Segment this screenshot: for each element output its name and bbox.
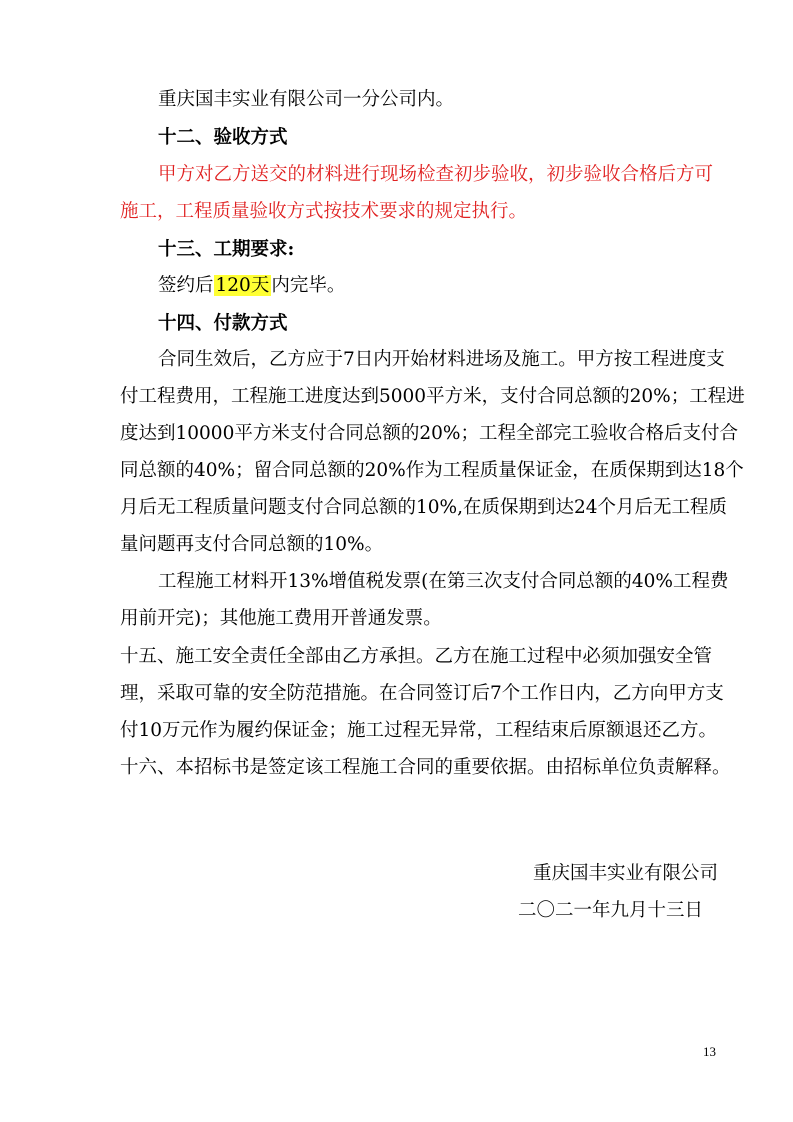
paragraph-safety-line-1: 十五、施工安全责任全部由乙方承担。乙方在施工过程中必须加强安全管 xyxy=(120,646,713,667)
paragraph-interpretation: 十六、本招标书是签定该工程施工合同的重要依据。由招标单位负责解释。 xyxy=(120,757,731,778)
heading-schedule-requirement: 十三、工期要求: xyxy=(158,239,295,260)
paragraph-invoice-line-2: 用前开完)；其他施工费用开普通发票。 xyxy=(120,608,442,629)
signature-company: 重庆国丰实业有限公司 xyxy=(533,863,719,884)
paragraph-invoice-line-1: 工程施工材料开13%增值税发票(在第三次支付合同总额的40%工程费 xyxy=(158,571,729,592)
paragraph-payment-line-5: 月后无工程质量问题支付合同总额的10%,在质保期到达24个月后无工程质 xyxy=(120,497,728,518)
paragraph-safety-line-3: 付10万元作为履约保证金；施工过程无异常，工程结束后原额退还乙方。 xyxy=(120,720,718,741)
schedule-suffix: 内完毕。 xyxy=(271,275,346,296)
paragraph-intro-end: 重庆国丰实业有限公司一分公司内。 xyxy=(158,89,455,110)
paragraph-payment-line-3: 度达到10000平方米支付合同总额的20%；工程全部完工验收合格后支付合 xyxy=(120,423,738,444)
schedule-days-highlight: 120天 xyxy=(215,275,270,296)
paragraph-schedule xyxy=(158,274,345,298)
paragraph-safety-line-2: 理，采取可靠的安全防范措施。在合同签订后7个工作日内，乙方向甲方支 xyxy=(120,683,724,704)
heading-payment-method: 十四、付款方式 xyxy=(158,313,288,334)
page-number: 13 xyxy=(703,1044,716,1059)
heading-acceptance-method: 十二、验收方式 xyxy=(158,127,288,148)
paragraph-payment-line-2: 付工程费用，工程施工进度达到5000平方米，支付合同总额的20%；工程进 xyxy=(120,386,745,407)
signature-date: 二〇二一年九月十三日 xyxy=(518,900,704,921)
paragraph-acceptance-line-1: 甲方对乙方送交的材料进行现场检查初步验收，初步验收合格后方可 xyxy=(158,164,714,185)
paragraph-acceptance-line-2: 施工，工程质量验收方式按技术要求的规定执行。 xyxy=(120,201,528,222)
paragraph-payment-line-4: 同总额的40%；留合同总额的20%作为工程质量保证金，在质保期到达18个 xyxy=(120,460,744,481)
paragraph-payment-line-6: 量问题再支付合同总额的10%。 xyxy=(120,534,384,555)
schedule-prefix: 签约后 xyxy=(158,275,214,296)
paragraph-payment-line-1: 合同生效后，乙方应于7日内开始材料进场及施工。甲方按工程进度支 xyxy=(158,349,725,370)
